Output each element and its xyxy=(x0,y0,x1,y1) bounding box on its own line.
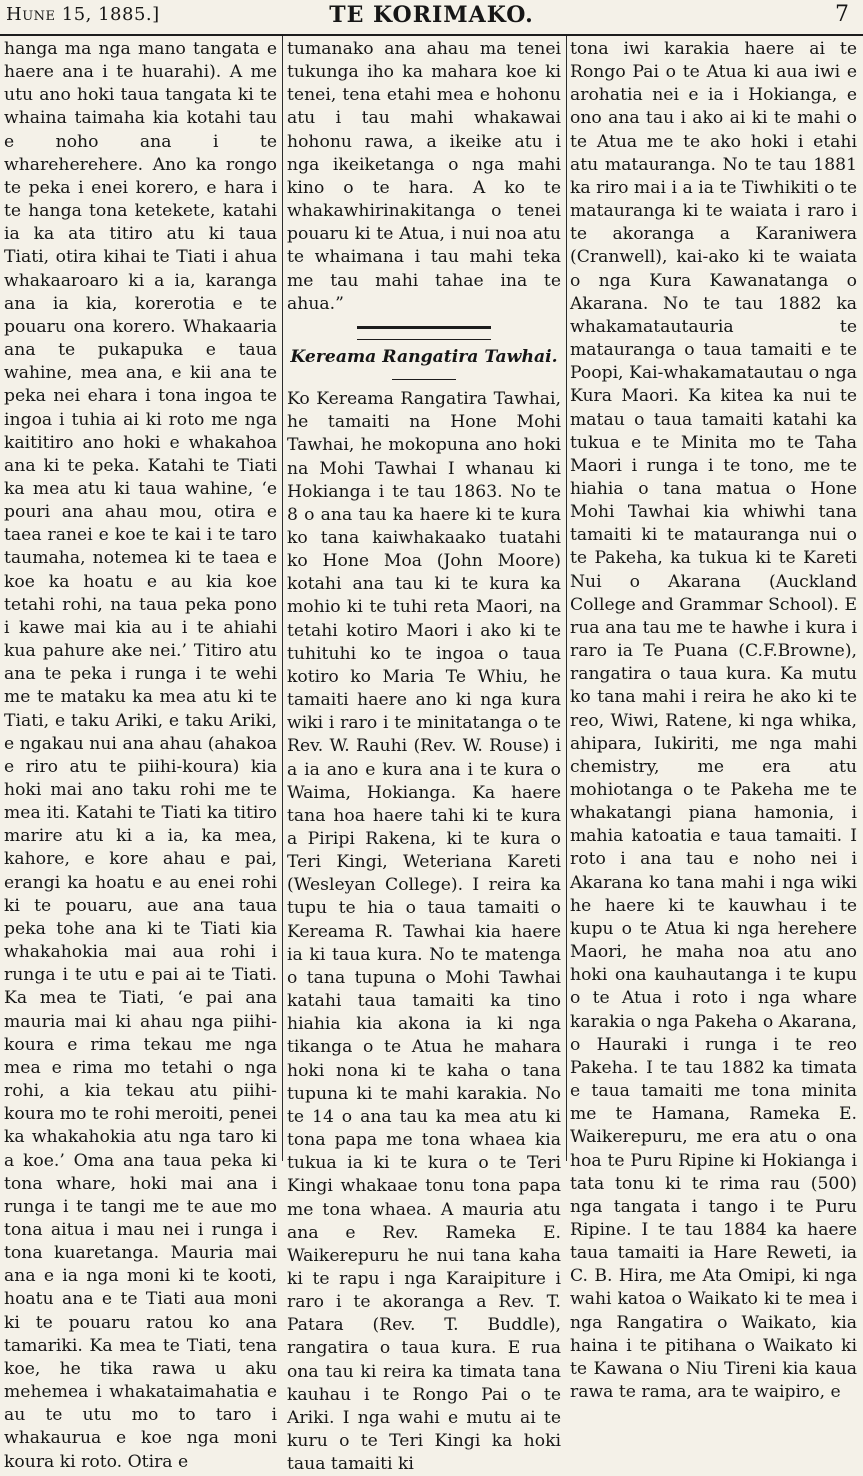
column-1-text: hanga ma nga mano tangata e haere ana i te huarahi). A me utu ano hoki taua tangata ki te whaina taimaha kia kotahi tau e noho ana i te whareherehere. Ano ka rongo te peka i enei korero, e hara i te hanga tona ketekete, katahi ia ka ata titiro atu ki taua Tiati, otira kihai te Tiati i ahua whakaaroaro ki a ia, karanga ana ia kia, korerotia e te pouaru ona korero. Whakaaria ana te pukapuka e taua wahine, mea ana, e kii ana te peka nei ehara i tona ingoa te ingoa i tuhia ai ki roto me nga kaititiro ano hoki e whakahoa ana ki te peka. Katahi te Tiati ka mea atu ki taua wahine, ‘e pouri ana ahau mou, otira e taea ranei e koe te kai i te taro taumaha, notemea ki te taea e koe ka hoatu e au kia koe tetahi rohi, na taua peka pono i kawe mai kia au i te ahiahi kua pahure ake nei.’ Titiro atu ana te peka i runga i te wehi me te mataku ka mea atu ki te Tiati, e taku Ariki, e taku Ariki, e ngakau nui ana ahau (ahakoa e riro atu te piihi-koura) kia hoki mai ano taku rohi me te mea iti. Katahi te Tiati ka titiro marire atu ki a ia, ka mea, kahore, e kore ahau e pai, erangi ka hoatu e au enei rohi ki te pouaru, aue ana taua peka tohe ana ki te Tiati kia whakahokia mai aua rohi i runga i te utu e pai ai te Tiati. Ka mea te Tiati, ‘e pai ana mauria mai ki ahau nga piihi-koura e rima tekau me nga mea e rima mo tetahi o nga rohi, a kia tekau atu piihi-koura mo te rohi meroiti, penei ka whakahokia atu nga taro ki a koe.’ Oma ana taua peka ki tona whare, hoki mai ana i runga i te tangi me te aue mo tona aitua i mau nei i runga i tona kuaretanga. Mauria mai ana e ia nga moni ki te kooti, hoatu ana e te Tiati aua moni ki te pouaru ratou ko ana tamariki. Ka mea te Tiati, tena koe, he tika rawa u aku mehemea i whakataimahatia e au te utu mo to taro i whakaurua e koe nga moni koura ki roto. Otira e xyxy=(4,39,277,1472)
column-1 xyxy=(4,38,277,1472)
section-separator xyxy=(357,326,491,340)
title-underline xyxy=(392,379,456,380)
header-date: Hune 15, 1885.] xyxy=(6,4,160,25)
column-divider-2 xyxy=(566,36,567,1161)
section-title: Kereama Rangatira Tawhai. xyxy=(290,346,558,367)
column-2 xyxy=(287,38,561,1475)
column-3 xyxy=(570,38,857,1403)
column-divider-1 xyxy=(282,36,283,1161)
newspaper-title: TE KORIMAKO. xyxy=(329,2,534,28)
page-number: 7 xyxy=(835,2,849,27)
column-2-text-after: Ko Kereama Rangatira Tawhai, he tamaiti na Hone Mohi Tawhai, he mokopuna ano hoki na Mohi Tawhai I whanau ki Hokianga i te tau 1863. No te 8 o ana tau ka haere ki te kura ko tana kaiwhakaako tuatahi ko Hone Moa (John Moore) kotahi ana tau ki te kura ka mohio ki te tuhi reta Maori, na tetahi kotiro Maori i ako ki te tuhituhi ko te ingoa o taua kotiro ko Maria Te Whiu, he tamaiti haere ano ki nga kura wiki i raro i te minitatanga o te Rev. W. Rauhi (Rev. W. Rouse) i a ia ano e kura ana i te kura o Waima, Hokianga. Ka haere tana hoa haere tahi ki te kura a Piripi Rakena, ki te kura o Teri Kingi, Weteriana Kareti (Wesleyan College). I reira ka tupu te hia o taua tamaiti o Kereama R. Tawhai kia haere ia ki taua kura. No te matenga o tana tupuna o Mohi Tawhai katahi taua tamaiti ka tino hiahia kia akona ia ki nga tikanga o te Atua he mahara hoki nona ki te kaha o tana tupuna ki te mahi karakia. No te 14 o ana tau ka mea atu ki tona papa me tona whaea kia tukua ia ki te kura o te Teri Kingi whakaae tonu tona papa me tona whaea. A mauria atu ana e Rev. Rameka E. Waikerepuru he nui tana kaha ki te rapu i nga Karaipiture i raro i te akoranga a Rev. T. Patara (Rev. T. Buddle), rangatira o taua kura. E rua ona tau ki reira ka timata tana kauhau i te Rongo Pai o te Ariki. I nga wahi e mutu ai te kuru o te Teri Kingi ka hoki taua tamaiti ki xyxy=(287,389,561,1475)
page-header xyxy=(0,0,863,36)
column-2-text-before: tumanako ana ahau ma tenei tukunga iho ka mahara koe ki tenei, tena etahi mea e hohonu atu i tau mahi whakawai hohonu rawa, a ikeike atu i nga ikeiketanga o nga mahi kino o te hara. A ko te whakawhirinakitanga o tenei pouaru ki te Atua, i nui noa atu te whaimana i tau mahi teka me tau mahi tahae ina te ahua.” xyxy=(287,39,561,314)
column-3-text: tona iwi karakia haere ai te Rongo Pai o te Atua ki aua iwi e arohatia nei e ia i Hokianga, e ono ana tau i ako ai ki te mahi o te Atua me te ako hoki i etahi atu matauranga. No te tau 1881 ka riro mai i a ia te Tiwhikiti o te matauranga ki te waiata i raro i te akoranga a Karaniwera (Cranwell), kai-ako ki te waiata o nga Kura Kawanatanga o Akarana. No te tau 1882 ka whakamatautauria te matauranga o taua tamaiti e te Poopi, Kai-whakamatautau o nga Kura Maori. Ka kitea ka nui te matau o taua tamaiti katahi ka tukua e te Minita mo te Taha Maori i runga i te tono, me te hiahia o tana matua o Hone Mohi Tawhai kia whiwhi tana tamaiti ki te matauranga nui o te Pakeha, ka tukua ki te Kareti Nui o Akarana (Auckland College and Grammar School). E rua ana tau me te hawhe i kura i raro ia Te Puana (C.F.Browne), rangatira o taua kura. Ka mutu ko tana mahi i reira he ako ki te reo, Wiwi, Ratene, ki nga whika, ahipara, Iukiriti, me nga mahi chemistry, me era atu mohiotanga o te Pakeha me te whakatangi piana hamonia, i mahia katoatia e taua tamaiti. I roto i ana tau e noho nei i Akarana ko tana mahi i nga wiki he haere ki te kauwhau i te kupu o te Atua ki nga herehere Maori, he maha noa atu ano hoki ona kauhautanga i te kupu o te Atua i roto i nga whare karakia o nga Pakeha o Akarana, o Hauraki i runga i te reo Pakeha. I te tau 1882 ka timata e taua tamaiti me tona minita me te Hamana, Rameka E. Waikerepuru, me era atu o ona hoa te Puru Ripine ki Hokianga i tata tonu ki te rima rau (500) nga tangata i tango i te Puru Ripine. I te tau 1884 ka haere taua tamaiti ia Hare Reweti, ia C. B. Hira, me Ata Omipi, ki nga wahi katoa o Waikato ki te mea i nga Rangatira o Waikato, kia haina i te pitihana o Waikato ki te Kawana o Niu Tireni kia kaua rawa te rama, ara te waipiro, e xyxy=(570,39,857,1403)
